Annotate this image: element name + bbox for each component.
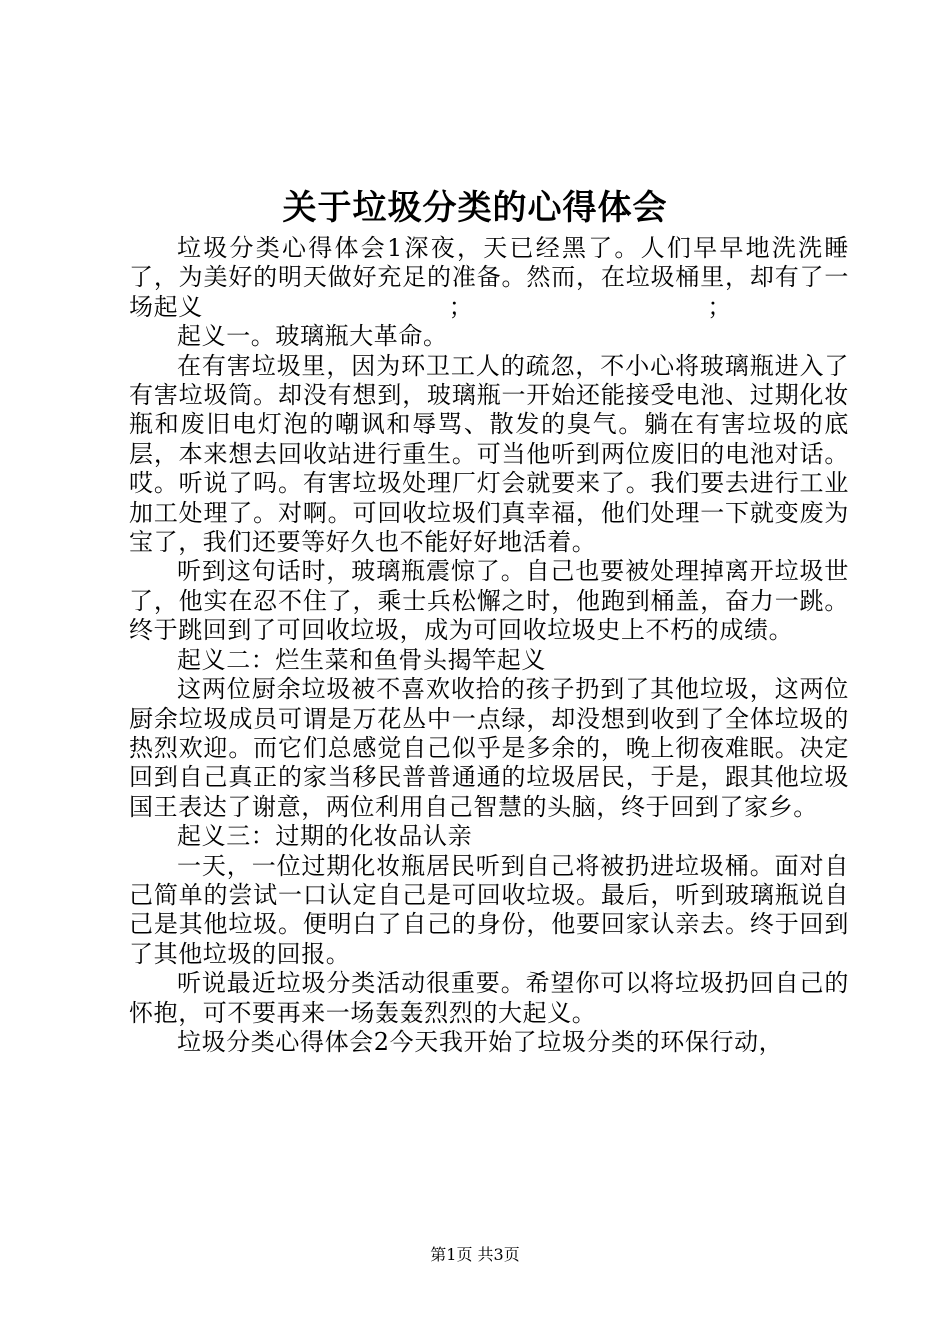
paragraph: 一天，一位过期化妆瓶居民听到自己将被扔进垃圾桶。面对自己简单的尝试一口认定自己是可回收垃圾。最后，听到玻璃瓶说自己是其他垃圾。便明白了自己的身份，他要回家认亲去。终于回到了其他垃圾的回报。 <box>129 851 849 968</box>
paragraph: 起义三：过期的化妆品认亲 <box>177 822 473 851</box>
paragraph: 起义二：烂生菜和鱼骨头揭竿起义 <box>177 645 546 674</box>
paragraph: 听到这句话时，玻璃瓶震惊了。自己也要被处理掉离开垃圾世了，他实在忍不住了，乘士兵松懈之时，他跑到桶盖，奋力一跳。终于跳回到了可回收垃圾，成为可回收垃圾史上不朽的成绩。 <box>129 557 849 645</box>
paragraph: 垃圾分类心得体会1深夜，天已经黑了。人们早早地洗洗睡了，为美好的明天做好充足的准备。然而，在垃圾桶里，却有了一场起义 ； ； <box>129 234 849 321</box>
page-number-footer: 第1页 共3页 <box>430 1245 520 1264</box>
document-title: 关于垃圾分类的心得体会 <box>282 188 668 228</box>
paragraph: 起义一。玻璃瓶大革命。 <box>177 322 448 351</box>
paragraph: 听说最近垃圾分类活动很重要。希望你可以将垃圾扔回自己的怀抱，可不要再来一场轰轰烈烈的大起义。 <box>129 969 849 1027</box>
paragraph: 垃圾分类心得体会2今天我开始了垃圾分类的环保行动， <box>177 1027 784 1056</box>
document-body <box>129 234 849 1057</box>
paragraph: 在有害垃圾里，因为环卫工人的疏忽，不小心将玻璃瓶进入了有害垃圾筒。却没有想到，玻璃瓶一开始还能接受电池、过期化妆瓶和废旧电灯泡的嘲讽和辱骂、散发的臭气。躺在有害垃圾的底层，本来想去回收站进行重生。可当他听到两位废旧的电池对话。哎。听说了吗。有害垃圾处理厂灯会就要来了。我们要去进行工业加工处理了。对啊。可回收垃圾们真幸福，他们处理一下就变废为宝了，我们还要等好久也不能好好地活着。 <box>129 351 849 557</box>
paragraph: 这两位厨余垃圾被不喜欢收拾的孩子扔到了其他垃圾，这两位厨余垃圾成员可谓是万花丛中一点绿，却没想到收到了全体垃圾的热烈欢迎。而它们总感觉自己似乎是多余的，晚上彻夜难眠。决定回到自己真正的家当移民普普通通的垃圾居民，于是，跟其他垃圾国王表达了谢意，两位利用自己智慧的头脑，终于回到了家乡。 <box>129 675 849 821</box>
